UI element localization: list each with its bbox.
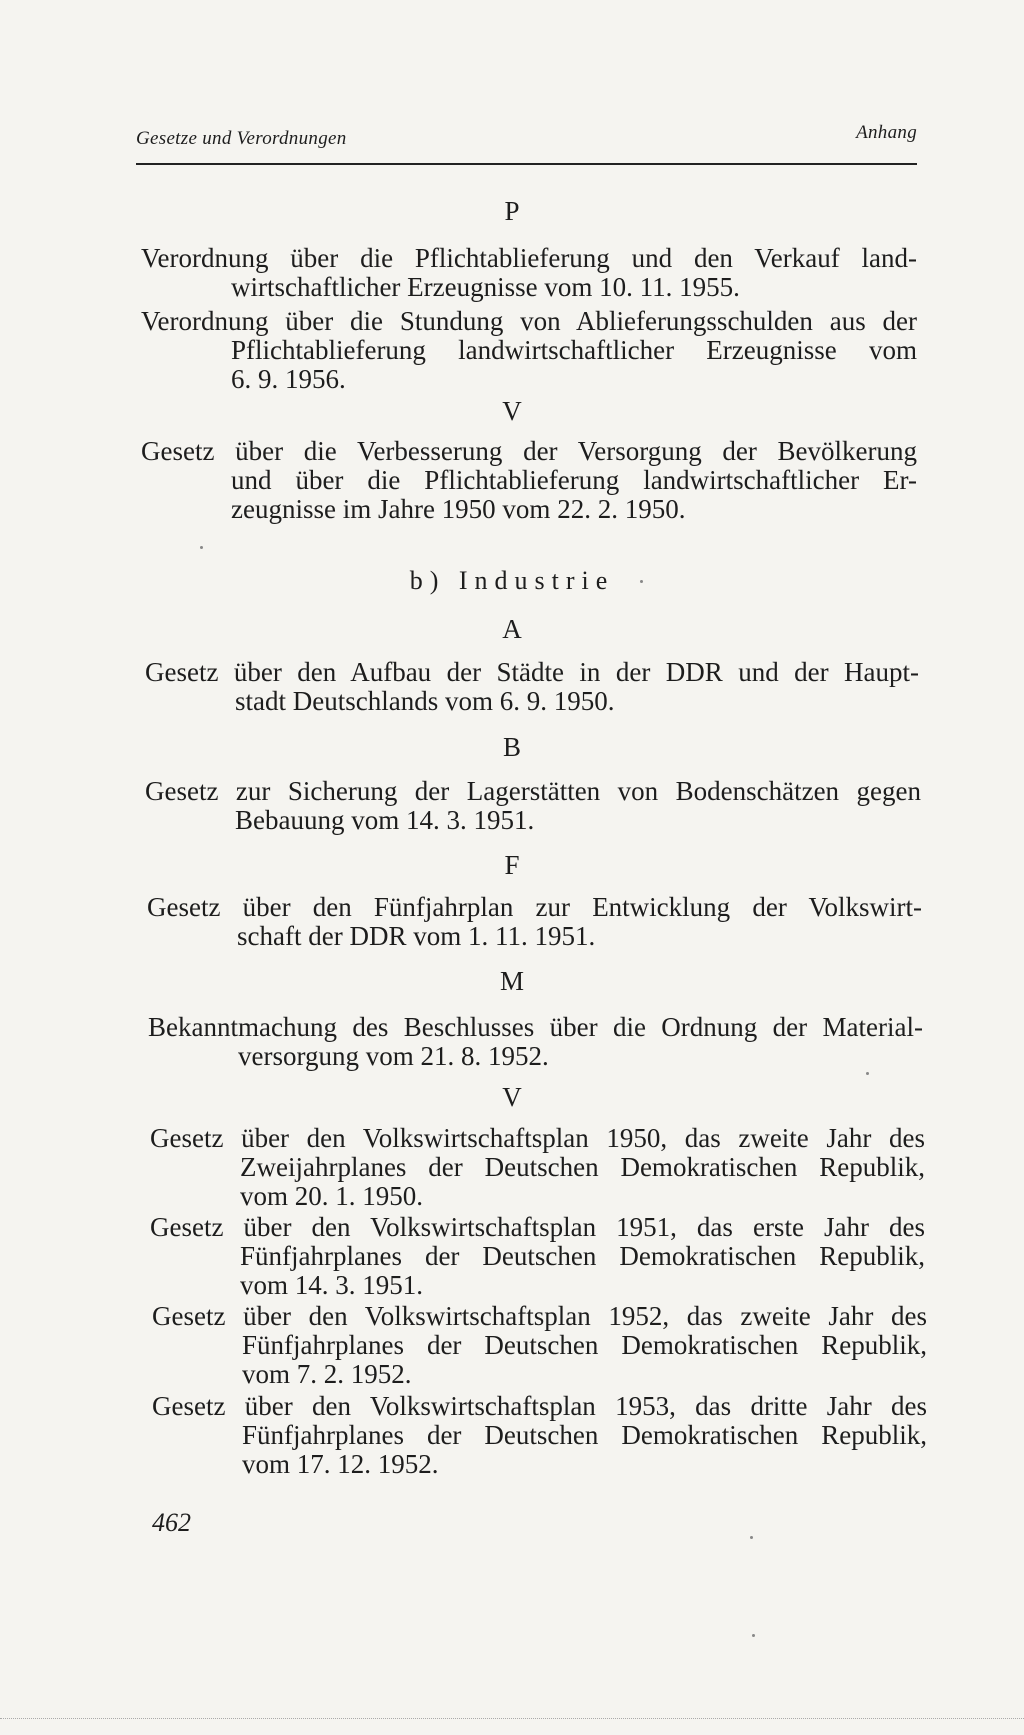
page-number: 462 (152, 1508, 191, 1537)
running-head (136, 122, 917, 154)
entry-continuation-2: 6. 9. 1956. (231, 364, 346, 394)
group-letter-p: P (504, 196, 520, 226)
entry-first-line: Verordnung über die Pflichtablieferung und den Verkauf land- (141, 243, 917, 273)
entry-aufbau-staedte (145, 658, 919, 716)
entry-continuation: schaft der DDR vom 1. 11. 1951. (237, 921, 596, 951)
running-head-left: Gesetze und Verordnungen (136, 128, 347, 149)
group-letter-b: B (502, 732, 521, 762)
entry-first-line: Gesetz über den Volkswirtschaftsplan 1951, das erste Jahr des (150, 1212, 925, 1242)
group-letter-v: V (502, 396, 522, 426)
entry-continuation: Pflichtablieferung landwirtschaftlicher Erzeugnisse vom (231, 335, 917, 365)
running-head-right: Anhang (856, 122, 917, 143)
entry-first-line: Bekanntmachung des Beschlusses über die Ordnung der Material- (148, 1012, 923, 1042)
entry-continuation-2: zeugnisse im Jahre 1950 vom 22. 2. 1950. (231, 494, 686, 524)
group-letter-v-industrie: V (502, 1082, 522, 1112)
entry-continuation-2: vom 14. 3. 1951. (240, 1270, 424, 1300)
entry-volkswirtschaftsplan-1952 (152, 1302, 927, 1389)
scan-speck (866, 1072, 869, 1075)
entry-fuenfjahrplan (147, 893, 922, 951)
entry-first-line: Gesetz zur Sicherung der Lagerstätten von Bodenschätzen gegen (145, 776, 921, 806)
entry-continuation: Bebauung vom 14. 3. 1951. (235, 805, 535, 835)
entry-volkswirtschaftsplan-1951 (150, 1213, 925, 1300)
entry-first-line: Gesetz über den Fünfjahrplan zur Entwicklung der Volkswirt- (147, 892, 922, 922)
group-letter-f: F (504, 850, 520, 880)
entry-continuation: Fünfjahrplanes der Deutschen Demokratischen Republik, (240, 1241, 925, 1271)
entry-continuation: Zweijahrplanes der Deutschen Demokratischen Republik, (240, 1152, 925, 1182)
scan-edge (0, 1718, 1024, 1719)
entry-stundung-ablieferungsschulden (141, 307, 917, 394)
entry-first-line: Verordnung über die Stundung von Ablieferungsschulden aus der (141, 306, 917, 336)
group-letter-a: A (502, 614, 522, 644)
scan-speck (200, 546, 203, 549)
entry-materialversorgung (148, 1013, 923, 1071)
entry-pflichtablieferung-verkauf (141, 244, 917, 302)
entry-first-line: Gesetz über den Volkswirtschaftsplan 1953, das dritte Jahr des (152, 1391, 927, 1421)
entry-first-line: Gesetz über den Volkswirtschaftsplan 1950, das zweite Jahr des (150, 1123, 925, 1153)
entry-continuation: Fünfjahrplanes der Deutschen Demokratischen Republik, (242, 1420, 927, 1450)
entry-continuation-2: vom 20. 1. 1950. (240, 1181, 424, 1211)
header-rule (136, 163, 917, 165)
entry-verbesserung-versorgung (141, 437, 917, 524)
scan-speck (640, 580, 643, 583)
entry-volkswirtschaftsplan-1950 (150, 1124, 925, 1211)
entry-continuation-2: vom 7. 2. 1952. (242, 1359, 412, 1389)
entry-continuation: und über die Pflichtablieferung landwirtschaftlicher Er- (231, 465, 917, 495)
section-title-industrie: b) Industrie (409, 566, 615, 595)
scan-speck (750, 1536, 753, 1539)
entry-continuation: stadt Deutschlands vom 6. 9. 1950. (235, 686, 615, 716)
entry-first-line: Gesetz über die Verbesserung der Versorgung der Bevölkerung (141, 436, 917, 466)
entry-first-line: Gesetz über den Volkswirtschaftsplan 1952, das zweite Jahr des (152, 1301, 927, 1331)
entry-sicherung-lagerstaetten (145, 777, 921, 835)
entry-continuation-2: vom 17. 12. 1952. (242, 1449, 439, 1479)
entry-volkswirtschaftsplan-1953 (152, 1392, 927, 1479)
scan-speck (752, 1634, 755, 1637)
entry-continuation: Fünfjahrplanes der Deutschen Demokratischen Republik, (242, 1330, 927, 1360)
entry-first-line: Gesetz über den Aufbau der Städte in der DDR und der Haupt- (145, 657, 919, 687)
entry-continuation: wirtschaftlicher Erzeugnisse vom 10. 11. 1955. (231, 272, 740, 302)
group-letter-m: M (499, 966, 524, 996)
entry-continuation: versorgung vom 21. 8. 1952. (238, 1041, 549, 1071)
